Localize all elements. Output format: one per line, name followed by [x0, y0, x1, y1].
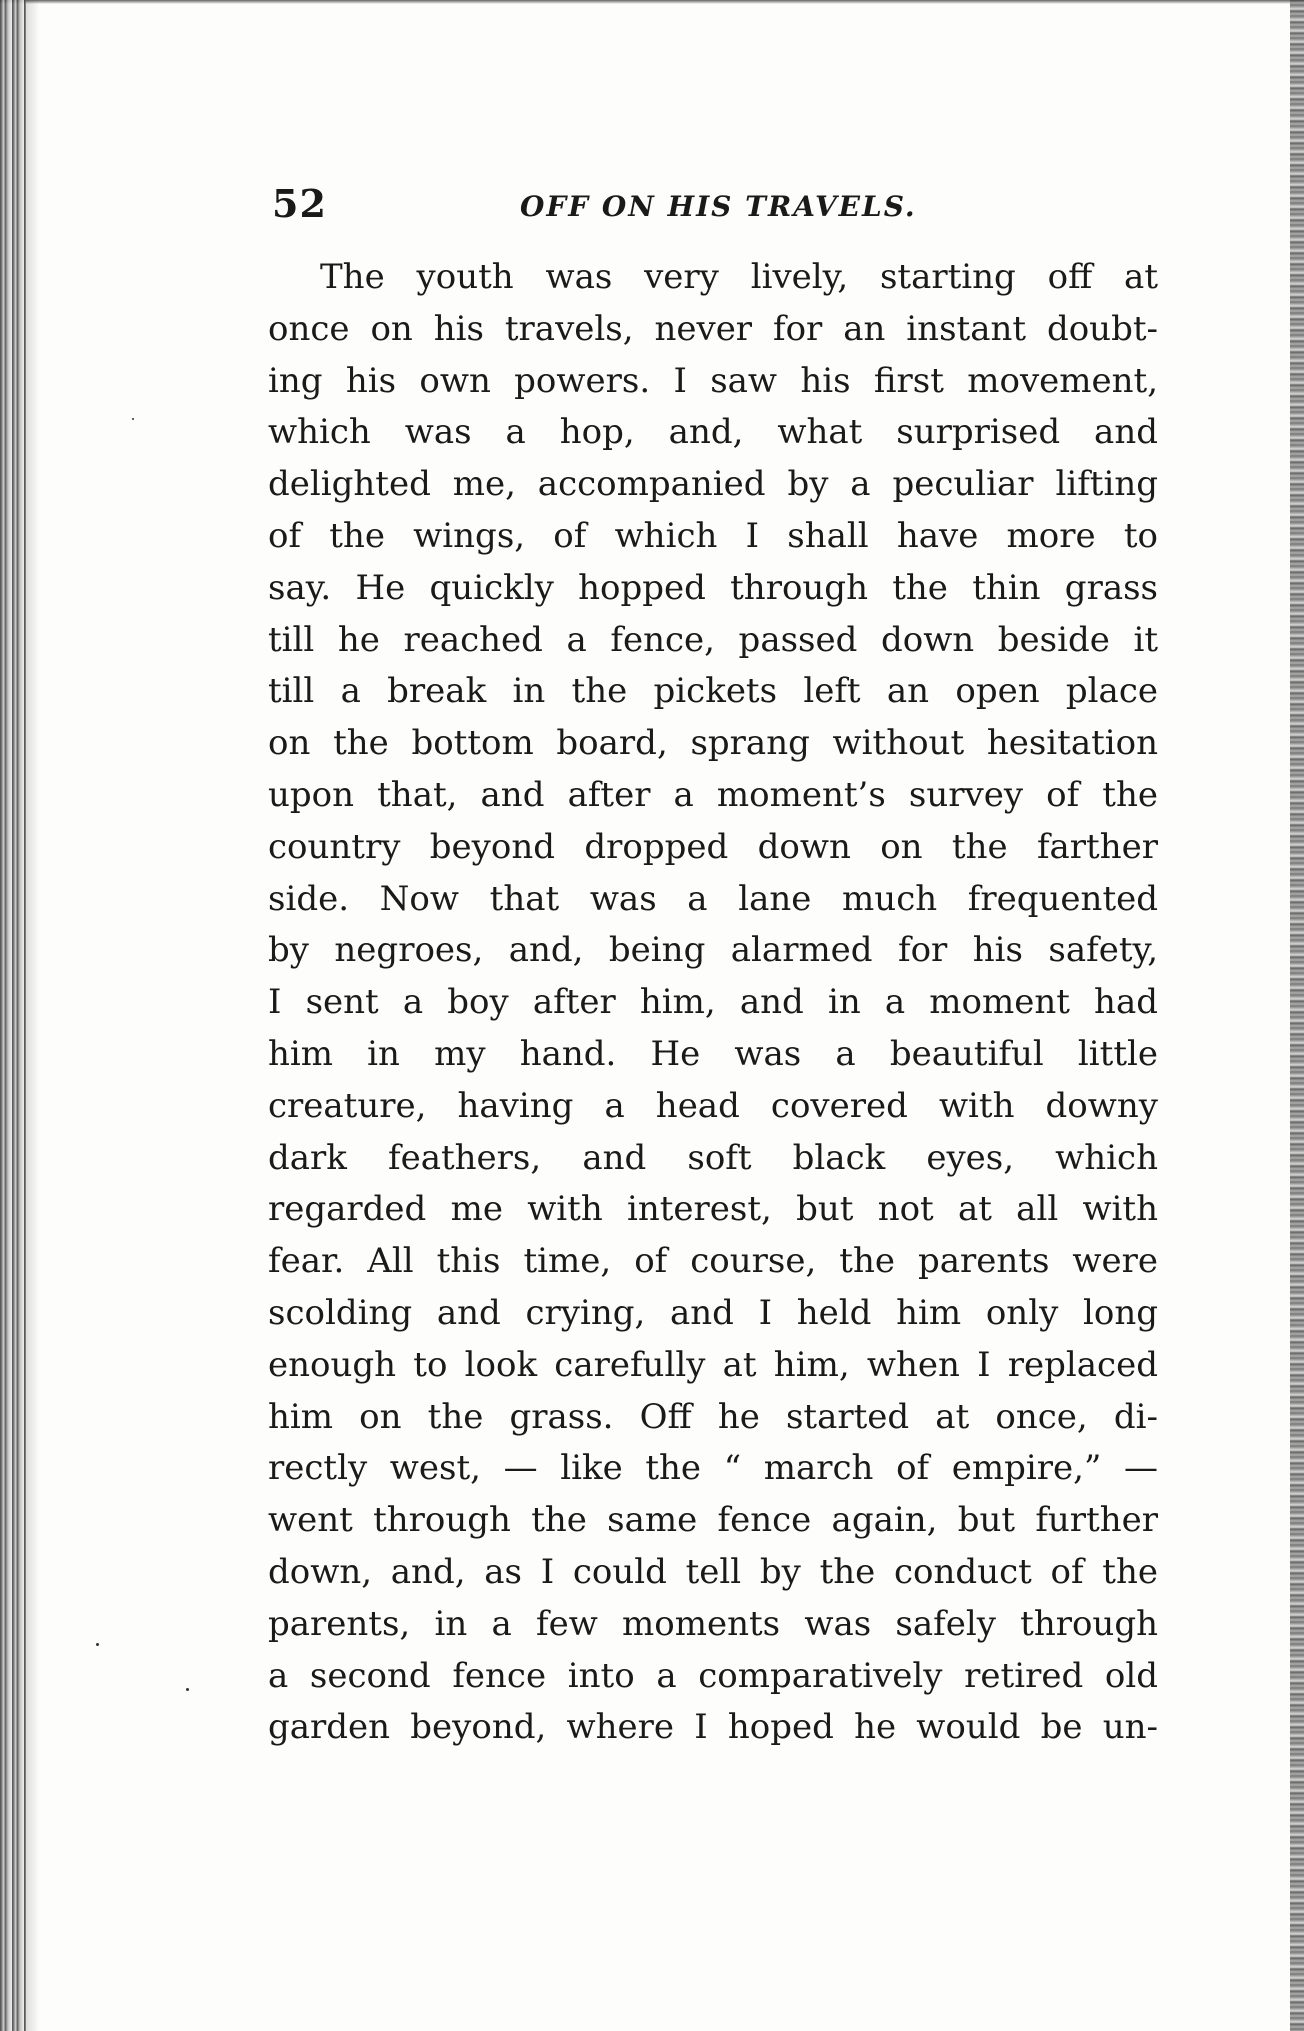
running-title: OFF ON HIS TRAVELS.	[520, 190, 917, 223]
text-line: enough to look carefully at him, when I replaced	[268, 1344, 1158, 1385]
text-line: delighted me, accompanied by a peculiar lifting	[268, 464, 1158, 505]
text-line: him in my hand. He was a beautiful little	[268, 1033, 1158, 1074]
text-line: dark feathers, and soft black eyes, which	[268, 1137, 1158, 1178]
text-line: garden beyond, where I hoped he would be un-	[268, 1707, 1158, 1748]
text-line: regarded me with interest, but not at all with	[268, 1189, 1158, 1230]
text-line: once on his travels, never for an instant doubt-	[268, 308, 1158, 349]
page-number: 52	[272, 181, 327, 226]
text-line: till he reached a fence, passed down beside it	[268, 619, 1158, 660]
scan-right-edge	[1290, 0, 1304, 2031]
text-line: which was a hop, and, what surprised and	[268, 412, 1158, 453]
text-line: creature, having a head covered with downy	[268, 1085, 1158, 1126]
text-line: The youth was very lively, starting off at	[320, 257, 1158, 297]
scan-speck	[96, 1643, 99, 1646]
text-line: parents, in a few moments was safely through	[268, 1603, 1158, 1644]
scan-speck	[132, 418, 134, 420]
text-line: on the bottom board, sprang without hesitation	[268, 723, 1158, 764]
text-line: ing his own powers. I saw his first movement,	[268, 360, 1158, 401]
body-text	[268, 252, 1158, 1754]
text-line: side. Now that was a lane much frequented	[268, 878, 1158, 919]
scan-speck	[186, 1688, 189, 1691]
text-line: by negroes, and, being alarmed for his safety,	[268, 930, 1158, 971]
text-line: I sent a boy after him, and in a moment had	[268, 982, 1158, 1023]
text-line: upon that, and after a moment’s survey of the	[268, 774, 1158, 815]
text-line: went through the same fence again, but further	[268, 1500, 1158, 1541]
text-line: till a break in the pickets left an open place	[268, 671, 1158, 712]
text-line: him on the grass. Off he started at once, di-	[268, 1396, 1158, 1437]
binding-edge	[0, 0, 26, 2031]
scan-top-edge	[0, 0, 1304, 4]
text-line: rectly west, — like the “ march of empire,” —	[268, 1448, 1158, 1489]
text-line: fear. All this time, of course, the parents were	[268, 1241, 1158, 1282]
text-line: country beyond dropped down on the farther	[268, 826, 1158, 867]
text-line: scolding and crying, and I held him only long	[268, 1292, 1158, 1333]
text-line: say. He quickly hopped through the thin grass	[268, 567, 1158, 608]
text-line: down, and, as I could tell by the conduct of the	[268, 1551, 1158, 1592]
running-head	[272, 176, 1158, 232]
text-line: a second fence into a comparatively retired old	[268, 1655, 1158, 1696]
text-line: of the wings, of which I shall have more to	[268, 515, 1158, 556]
